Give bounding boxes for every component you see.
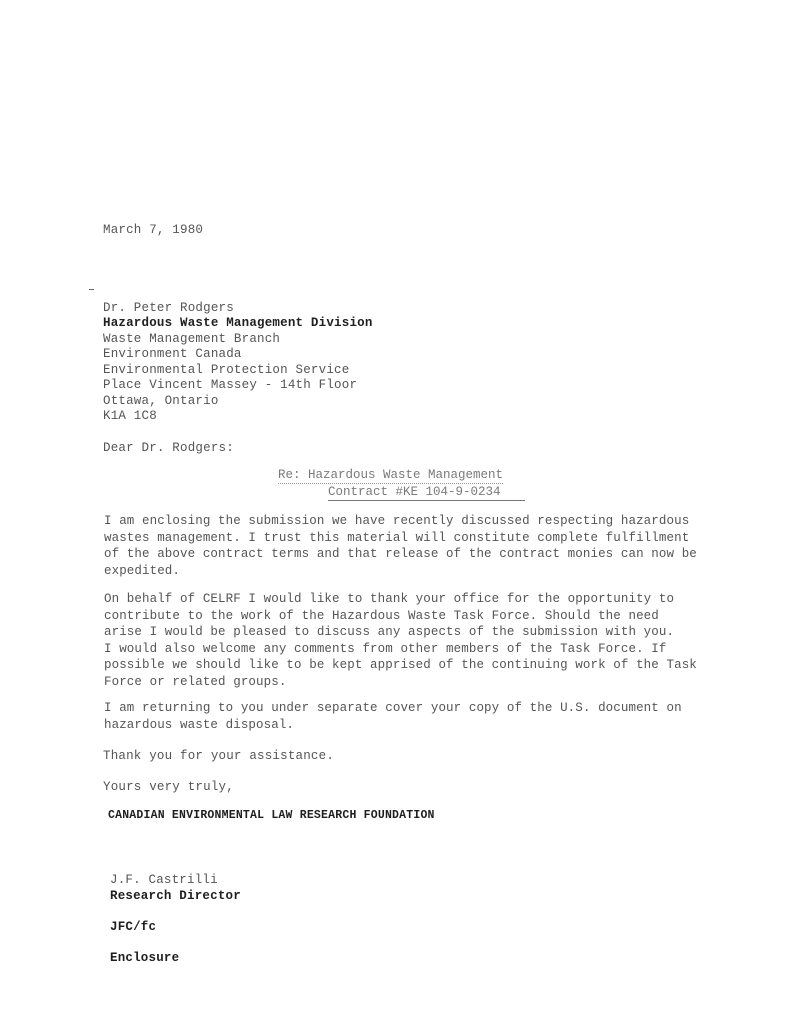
salutation: Dear Dr. Rodgers: <box>103 441 234 455</box>
recipient-division: Hazardous Waste Management Division <box>103 316 373 330</box>
thanks-line: Thank you for your assistance. <box>103 749 335 763</box>
subject-block <box>278 467 538 501</box>
body-paragraph-3: I am returning to you under separate cover your copy of the U.S. document on hazardous waste disposal. <box>104 701 682 732</box>
recipient-branch: Waste Management Branch <box>103 332 281 346</box>
subject-line-1: Re: Hazardous Waste Management <box>278 468 504 482</box>
letter-date: March 7, 1980 <box>103 223 204 237</box>
recipient-address: Place Vincent Massey - 14th Floor <box>103 378 358 392</box>
recipient-postal-code: K1A 1C8 <box>103 409 157 423</box>
typist-initials: JFC/fc <box>110 920 157 934</box>
signatory-title: Research Director <box>110 889 241 903</box>
stray-mark <box>89 289 94 290</box>
signatory-name: J.F. Castrilli <box>110 873 218 887</box>
body-paragraph-2: On behalf of CELRF I would like to thank your office for the opportunity to contribute to the work of the Hazardous Waste Task Force. Should the need arise I would be pleased to discuss any aspects of the submission with you. I would also welcome any comments from other members of the Task Force. If possible we should like to be kept apprised of the continuing work of the Task Force or related groups. <box>104 592 697 689</box>
organization-name: CANADIAN ENVIRONMENTAL LAW RESEARCH FOUNDATION <box>108 809 435 822</box>
subject-line-2: Contract #KE 104-9-0234 <box>328 484 525 501</box>
recipient-name: Dr. Peter Rodgers <box>103 301 234 315</box>
enclosure-note: Enclosure <box>110 951 180 965</box>
closing-line: Yours very truly, <box>103 780 234 794</box>
recipient-city: Ottawa, Ontario <box>103 394 219 408</box>
recipient-department: Environment Canada <box>103 347 242 361</box>
recipient-service: Environmental Protection Service <box>103 363 350 377</box>
body-paragraph-1: I am enclosing the submission we have recently discussed respecting hazardous wastes management. I trust this material will constitute complete fulfillment of the above contract terms and that release of the contract monies can now be expedited. <box>104 514 697 578</box>
